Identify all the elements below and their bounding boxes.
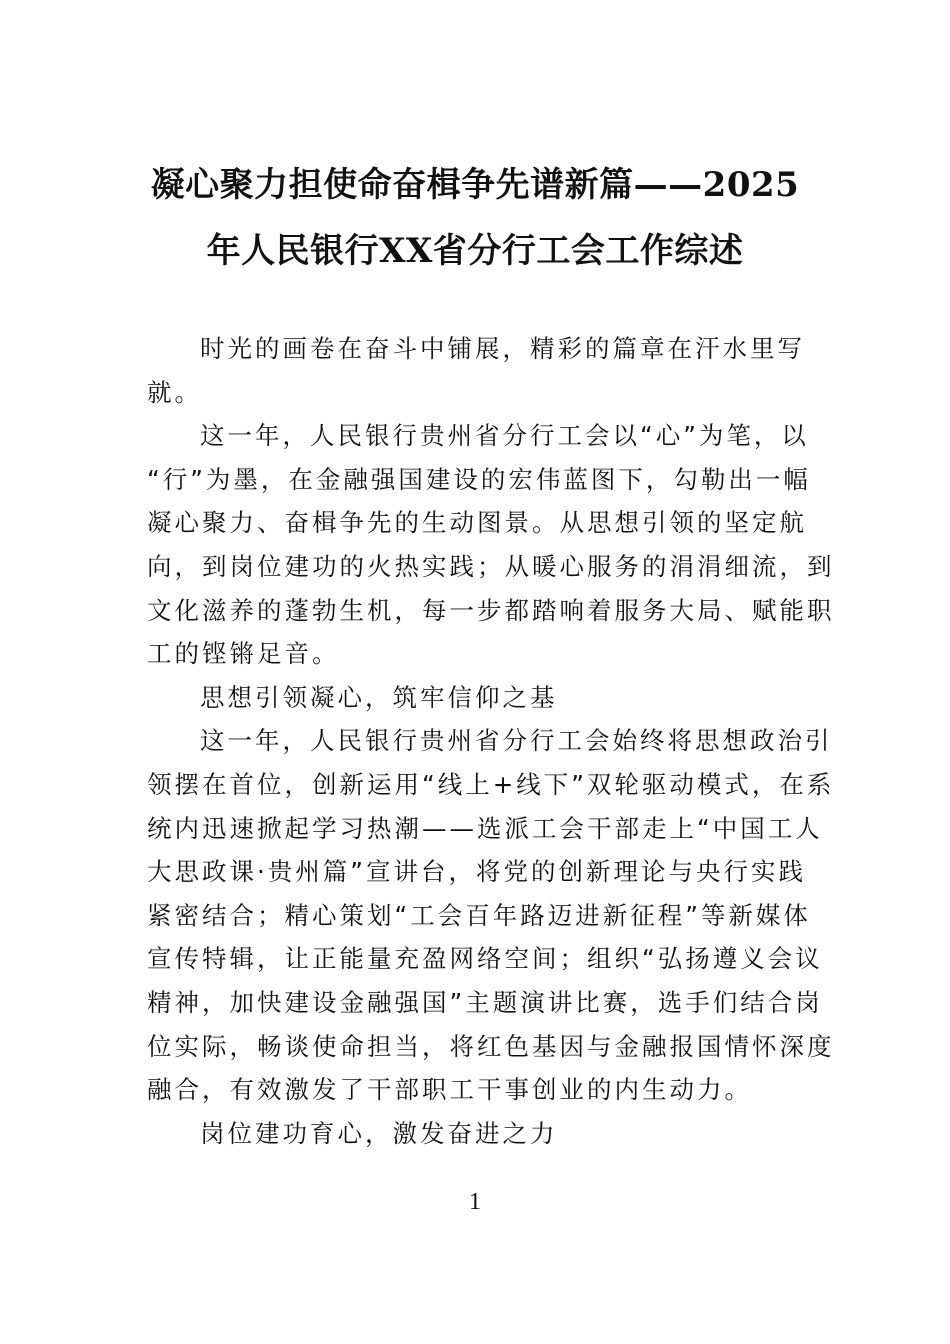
paragraph-line: 融合，有效激发了干部职工干事创业的内生动力。 [147, 1075, 752, 1105]
paragraph-line: 这一年，人民银行贵州省分行工会始终将思想政治引 [200, 726, 833, 756]
page-number: 1 [469, 1189, 481, 1215]
paragraph-line: 时光的画卷在奋斗中铺展，精彩的篇章在汗水里写 [200, 334, 805, 363]
paragraph-ideology [147, 719, 835, 1111]
paragraph-line: 凝心聚力、奋楫争先的生动图景。从思想引领的坚定航 [147, 508, 807, 538]
document-title [130, 152, 820, 284]
paragraph-line: 宣传特辑，让正能量充盈网络空间；组织“弘扬遵义会议 [147, 944, 823, 974]
section-heading-text: 思想引领凝心，筑牢信仰之基 [200, 682, 558, 712]
paragraph-line: 这一年，人民银行贵州省分行工会以“心”为笔，以 [200, 421, 809, 451]
paragraph-line: 大思政课·贵州篇”宣讲台，将党的创新理论与央行实践 [147, 857, 806, 887]
section-heading-text: 岗位建功育心，激发奋进之力 [200, 1118, 558, 1148]
paragraph-line: 文化滋养的蓬勃生机，每一步都踏响着服务大局、赋能职 [147, 595, 835, 625]
paragraph-intro [147, 327, 805, 414]
paragraph-overview [147, 414, 835, 676]
paragraph-line: “行”为墨，在金融强国建设的宏伟蓝图下，勾勒出一幅 [147, 464, 811, 494]
title-line-2: 年人民银行XX省分行工会工作综述 [206, 231, 744, 271]
section-heading-post [147, 1112, 797, 1156]
paragraph-line: 向，到岗位建功的火热实践；从暖心服务的涓涓细流，到 [147, 551, 835, 581]
paragraph-line: 工的铿锵足音。 [147, 639, 340, 669]
paragraph-line: 统内迅速掀起学习热潮——选派工会干部走上“中国工人 [147, 813, 823, 843]
title-line-1: 凝心聚力担使命奋楫争先谱新篇——2025 [150, 165, 800, 205]
paragraph-line: 就。 [147, 377, 202, 407]
paragraph-line: 精神，加快建设金融强国”主题演讲比赛，选手们结合岗 [147, 987, 823, 1017]
paragraph-line: 领摆在首位，创新运用“线上+线下”双轮驱动模式，在系 [147, 769, 835, 799]
paragraph-line: 紧密结合；精心策划“工会百年路迈进新征程”等新媒体 [147, 900, 811, 930]
section-heading-ideology [147, 676, 797, 720]
paragraph-line: 位实际，畅谈使命担当，将红色基因与金融报国情怀深度 [147, 1031, 835, 1061]
document-body [147, 327, 835, 1155]
